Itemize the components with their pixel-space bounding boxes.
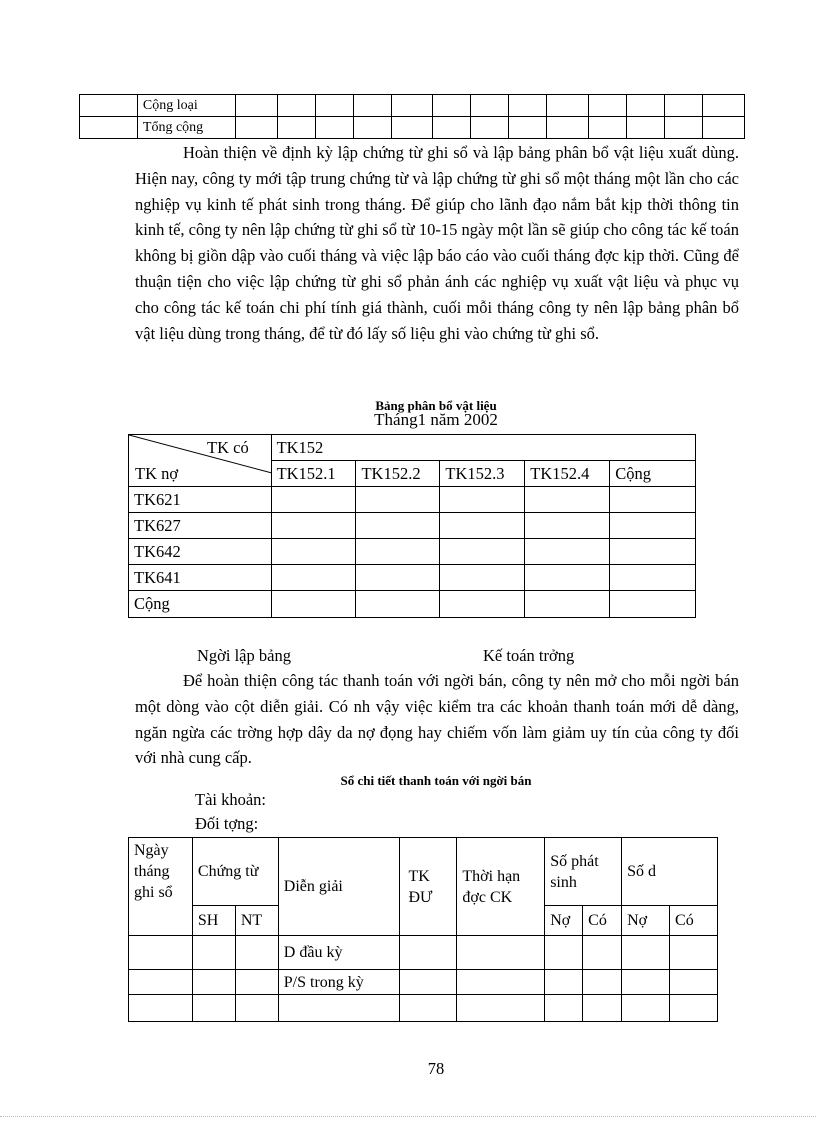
allocation-table-title: Bảng phân bổ vật liệu [375, 398, 497, 413]
row-header: TK641 [129, 565, 272, 591]
table-row [129, 565, 696, 591]
corner-bottom-label: TK nợ [135, 464, 179, 483]
column-header: TK152.3 [440, 461, 525, 487]
header-description: Diễn giải [278, 838, 400, 936]
ledger-title: Sổ chi tiết thanh toán với ngời bán [340, 773, 532, 788]
paragraph-payment-text: Để hoàn thiện công tác thanh toán với ngời bán, công ty nên mở cho mỗi ngời bán một dòng vào cột diễn giải. Có nh vậy việc kiểm tra các khoản thanh toán mới dễ dàng, ngăn ngừa các trờng hợp dây da nợ đọng hay chiếm vốn làm giảm uy tín của công ty đối với nhà cung cấp. [135, 671, 739, 768]
corner-top-label: TK có [207, 438, 249, 457]
signature-chief-accountant: Kế toán trởng [483, 646, 575, 665]
table-row [129, 539, 696, 565]
table-row [129, 513, 696, 539]
table-row [129, 487, 696, 513]
table-row [80, 117, 745, 139]
paragraph-payment [135, 668, 739, 771]
column-header: Cộng [610, 461, 696, 487]
header-voucher: Chứng từ [192, 838, 278, 906]
row-empty [278, 995, 400, 1022]
row-header: TK627 [129, 513, 272, 539]
row-header: TK621 [129, 487, 272, 513]
paragraph-allocation-text: Hoàn thiện về định kỳ lập chứng từ ghi sổ và lập bảng phân bổ vật liệu xuất dùng. Hiện nay, công ty mới tập trung chứng từ và lập chứng từ ghi sổ một tháng một lần cho các nghiệp vụ kinh tế phát sinh trong tháng. Để giúp cho lãnh đạo nắm bắt kịp thời thông tin kinh tế, công ty nên lập chứng từ ghi sổ từ 10-15 ngày một lần sẽ giúp cho công tác kế toán không bị giồn dập vào cuối tháng và việc lập báo cáo vào cuối tháng đợc kịp thời. Cũng để thuận tiện cho việc lập chứng từ ghi sổ phản ánh các nghiệp vụ xuất vật liệu và phục vụ cho công tác kế toán chi phí tính giá thành, cuối mỗi tháng công ty nên lập bảng phân bổ vật liệu dùng trong tháng, để từ đó lấy số liệu ghi vào chứng từ ghi sổ. [135, 143, 739, 343]
header-balance-credit: Có [670, 906, 718, 936]
header-date: Ngày tháng ghi sổ [129, 838, 193, 936]
header-arising-debit: Nợ [545, 906, 583, 936]
row-period-arising: P/S trong kỳ [278, 970, 400, 995]
header-voucher-sh: SH [192, 906, 235, 936]
row-label-cong-loai: Cộng loại [137, 95, 235, 117]
row-header: TK642 [129, 539, 272, 565]
group-header: TK152 [271, 435, 695, 461]
column-header: TK152.2 [356, 461, 440, 487]
table-row [80, 95, 745, 117]
allocation-table [128, 434, 696, 618]
column-header: TK152.4 [525, 461, 610, 487]
header-balance: Số d [622, 838, 718, 906]
header-arising: Số phát sinh [545, 838, 622, 906]
table-row [129, 995, 718, 1022]
row-label-tong-cong: Tổng cộng [137, 117, 235, 139]
signature-preparer: Ngời lập bảng [197, 646, 291, 665]
allocation-table-subtitle: Tháng1 năm 2002 [374, 410, 498, 429]
ledger-table [128, 837, 718, 1022]
column-header: TK152.1 [271, 461, 356, 487]
table-row [129, 591, 696, 618]
corner-cell [129, 435, 272, 487]
top-table [79, 94, 745, 139]
header-tk-du: TK ĐƯ [400, 838, 457, 936]
table-row [129, 936, 718, 970]
header-arising-credit: Có [583, 906, 622, 936]
page-edge-divider [0, 1116, 816, 1117]
header-balance-debit: Nợ [622, 906, 670, 936]
paragraph-allocation [135, 140, 739, 346]
ledger-account-label: Tài khoản: [195, 790, 267, 809]
header-voucher-nt: NT [235, 906, 278, 936]
row-header: Cộng [129, 591, 272, 618]
ledger-object-label: Đối tợng: [195, 814, 259, 833]
row-opening-balance: D đầu kỳ [278, 936, 400, 970]
page-number: 78 [427, 1059, 445, 1078]
table-row [129, 970, 718, 995]
header-term: Thời hạn đợc CK [457, 838, 545, 936]
